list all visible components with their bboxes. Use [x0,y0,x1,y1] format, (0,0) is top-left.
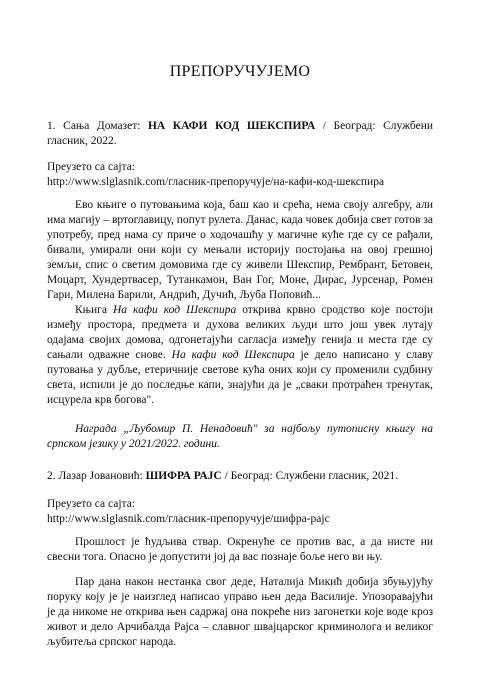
book1-para2-part-c: је дело написано у славу путовања у дубље, етеричније светове кућа оних који су променили судбину света, испили је до последње капи, знајући да је „сваки протраћен тренутак, исцурела крв богова". [47,349,433,406]
book2-paragraph-1: Прошлост је ћудљива ствар. Окренуће се против вас, а да нисте ни свесни тога. Опасно је допустити јој да вас познаје боље него ви њу. [47,536,433,563]
book1-author: Сања Домазет: [63,120,141,132]
book1-title: НА КАФИ КОД ШЕКСПИРА [147,120,316,132]
book2-title: ШИФРА РАЈС [145,470,222,482]
book2-citation [47,469,433,484]
book2-number: 2. [47,470,56,482]
book1-source [47,160,433,190]
book1-citation [47,119,433,149]
book1-number: 1. [47,120,56,132]
book1-para2-italic-title-2: На кафи код Шекспира [171,349,295,361]
book2-source-label: Преузето са сајта: [47,498,136,510]
book1-para2-italic-title-1: На кафи код Шекспира [112,304,237,316]
book2-source [47,497,433,527]
book1-description [47,198,433,408]
book2-source-url[interactable]: http://www.slglasnik.com/гласник-препоручује/шифра-рајс [47,513,330,525]
book1-source-label: Преузето са сајта: [47,161,136,173]
book1-source-url[interactable]: http://www.slglasnik.com/гласник-препоручује/на-кафи-код-шекспира [47,176,385,188]
book2-publisher: / Београд: Службени гласник, 2021. [224,470,398,482]
book1-para2-part-a: Књига [75,304,107,316]
page-title: ПРЕПОРУЧУЈЕМО [169,63,311,80]
book1-award-text: Награда „Љубомир П. Ненадовић" за најбољу путописну књигу на српском језику у 2021/2022. години. [47,423,433,450]
book1-award [47,422,433,452]
book2-author: Лазар Јовановић: [58,470,143,482]
book1-para2-part-b: открива крвно сродство које постоји између простора, предмета и духова великих људи што још увек лутају одајама својих домова, одгонетајући сагласја између генија и места где су сањали одважне снове. [47,304,433,361]
book2-paragraph-2: Пар дана након нестанка свог деде, Наталија Микић добија збуњујућу поруку коју је је наизглед написао управо њен деда Василије. Упозоравајући је да никоме не открива њен садржај она покреће низ загонетки које воде кроз живот и дело Арчибалда Рајса – славног швајцарског криминолога и великог љубитеља српског народа. [47,576,433,648]
book1-publisher: / Београд: Службени гласник, 2022. [47,120,434,147]
book1-paragraph-1: Ево књиге о путовањима која, баш као и срећа, нема своју алгебру, али има магију – вртоглавицу, попут рулета. Данас, када човек добија свет готов за употребу, пред нама су приче о ходочашћу у магичне куће где су се рађали, бивали, умирали они који су мењали историју постојања на овој грешној земљи, спис о светим домовима где су живели Шекспир, Рембрант, Бетовен, Моцарт, Хундертвасер, Тутанкамон, Ван Гог, Моне, Дирас, Јурсенар, Ромен Гари, Милена Барили, Андрић, Дучић, Љуба Поповић... [47,199,433,301]
book2-description [47,535,433,650]
book1-paragraph-2 [47,303,433,408]
